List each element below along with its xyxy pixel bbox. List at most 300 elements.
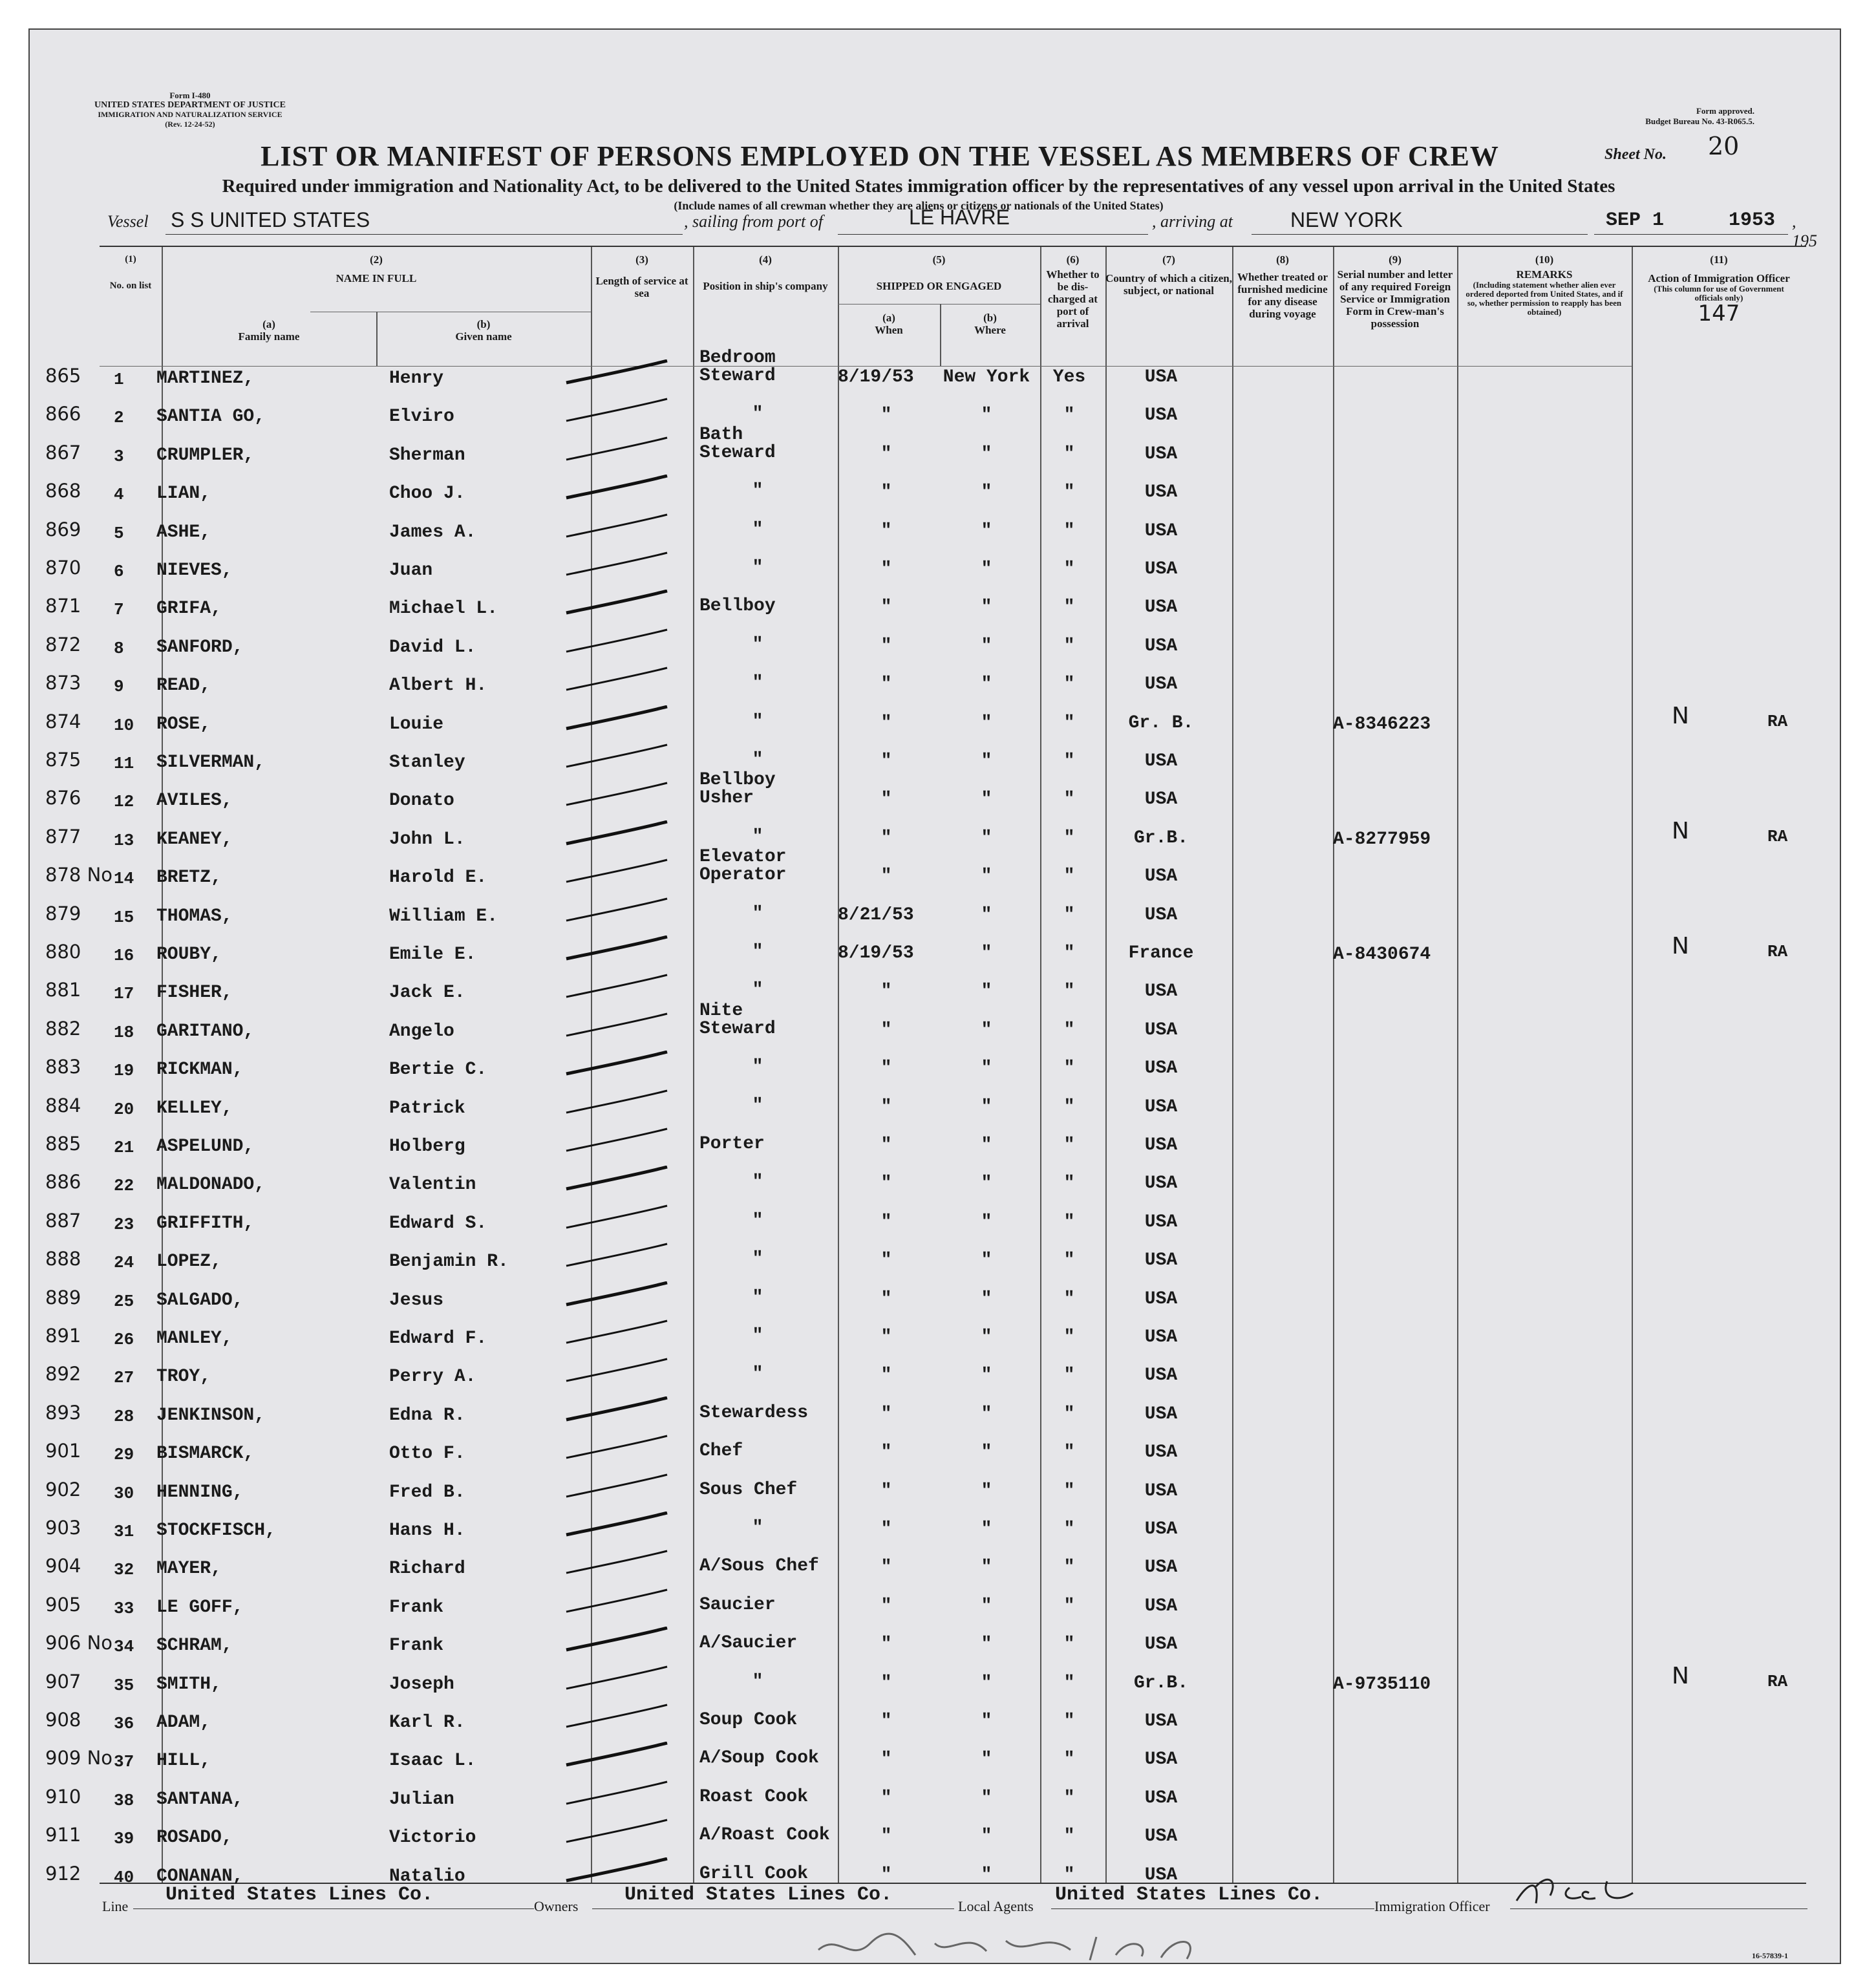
family-name: ASHE, [156,522,211,542]
shipped-when: " [880,1557,892,1578]
citizenship: Gr. B. [1128,712,1194,733]
citizenship: USA [1144,1250,1178,1271]
row-reference: 883 [45,1056,81,1078]
row-reference: 882 [45,1017,81,1040]
check-mark [559,513,668,539]
check-mark [559,1857,668,1883]
position-line-2: " [752,1095,763,1116]
position-cell [699,387,848,423]
row-reference: 903 [45,1517,81,1539]
citizenship: USA [1144,1826,1178,1847]
given-name: Richard [389,1559,465,1579]
shipped-where: " [981,1096,992,1117]
position-cell [699,1079,848,1115]
discharge-flag: " [1063,712,1075,733]
shipped-when: " [880,712,892,733]
given-name: Julian [389,1789,454,1810]
given-name: Edna R. [389,1405,465,1426]
family-name: STOCKFISCH, [156,1521,276,1541]
given-name: James A. [389,522,476,542]
position-line-1 [699,1155,848,1173]
table-row [30,1633,1840,1671]
row-number: 36 [114,1714,134,1733]
discharge-flag: " [1063,981,1075,1002]
position-line-1: Bath [699,424,743,445]
citizenship: USA [1144,1519,1178,1539]
check-mark [559,743,668,769]
position-line-1 [699,541,848,559]
row-number: 27 [114,1368,134,1388]
citizenship: USA [1144,559,1178,579]
given-name: David L. [389,637,476,657]
position-line-2: " [752,750,763,770]
row-reference: 879 [45,902,81,925]
table-row [30,1480,1840,1518]
position-cell [699,349,848,385]
position-line-2: A/Sous Chef [699,1556,819,1577]
citizenship: USA [1144,482,1178,503]
shipped-when: " [880,405,892,426]
row-reference: 865 [45,365,81,387]
position-line-2: " [752,634,763,655]
row-reference: 908 [45,1709,81,1731]
position-line-1 [699,1386,848,1404]
citizenship: USA [1144,1480,1178,1501]
table-row [30,702,1840,750]
row-reference: 906 No [45,1632,113,1654]
check-mark [559,1204,668,1230]
check-mark [559,974,668,999]
row-number: 35 [114,1675,134,1695]
position-cell [699,464,848,500]
citizenship: USA [1144,405,1178,426]
sheet-value: 20 [1708,132,1740,160]
row-reference: 873 [45,672,81,694]
shipped-where: " [981,559,992,579]
citizenship: USA [1144,1634,1178,1655]
officer-action: N [1672,702,1689,729]
table-row [30,424,1840,481]
position-cell [699,771,848,807]
family-name: ROUBY, [156,945,222,965]
given-name: Juan [389,561,433,581]
shipped-where: " [981,1634,992,1655]
family-name: SCHRAM, [156,1636,233,1656]
owners-label: Owners [534,1898,579,1914]
position-line-2: Steward [699,366,776,386]
position-cell [699,1040,848,1076]
sailing-label: , sailing from port of [684,212,824,231]
check-mark [559,1742,668,1768]
family-name: LE GOFF, [156,1597,244,1618]
line-value: United States Lines Co. [165,1884,434,1906]
discharge-flag: " [1063,866,1075,887]
shipped-where: " [981,1788,992,1808]
given-name: Emile E. [389,945,476,965]
vessel-name: S S UNITED STATES [171,208,370,231]
position-line-1 [699,1424,848,1442]
shipped-where: " [981,1173,992,1194]
shipped-where: " [981,1404,992,1424]
shipped-where: " [981,597,992,618]
discharge-flag: " [1063,444,1075,464]
citizenship: USA [1144,1173,1178,1194]
given-name: Victorio [389,1828,476,1848]
position-line-1 [699,1117,848,1135]
col-5a-header: (a) When [875,312,903,336]
position-cell [699,1117,848,1153]
service: IMMIGRATION AND NATURALIZATION SERVICE [98,110,282,119]
shipped-when: " [880,444,892,464]
position-line-2: Steward [699,442,776,463]
officer-signature [1510,1874,1723,1919]
discharge-flag: " [1063,1404,1075,1424]
position-line-1 [699,387,848,405]
voyage-line [107,206,1817,250]
citizenship: USA [1144,1327,1178,1347]
position-line-2: Bellboy [699,596,776,617]
position-line-2: Steward [699,1018,776,1039]
shipped-when: " [880,674,892,695]
shipped-when: " [880,597,892,618]
form-code: 16-57839-1 [1752,1951,1788,1960]
check-mark [559,935,668,961]
row-number: 26 [114,1330,134,1349]
position-cell [699,1386,848,1422]
shipped-where: " [981,981,992,1002]
col-8-header: (8) Whether treated or furnished medicine for any disease during voyage [1237,253,1328,320]
given-name: Jack E. [389,983,465,1003]
row-number: 16 [114,946,134,965]
position-cell [699,1731,848,1767]
position-line-2: Grill Cook [699,1863,809,1884]
position-cell [699,503,848,539]
given-name: Elviro [389,407,454,427]
family-name: SANTIA GO, [156,407,266,427]
family-name: HILL, [156,1751,211,1771]
family-name: MAYER, [156,1559,222,1579]
col-10-header: (10) REMARKS (Including statement whether alien ever ordered deported from United States, and if so, whether permission to reapply has been obtained) [1465,253,1623,317]
shipped-where: " [981,1442,992,1463]
discharge-flag: " [1063,1250,1075,1271]
shipped-where: " [981,943,992,963]
table-row [30,1556,1840,1594]
table-row [30,1326,1840,1364]
row-number: 40 [114,1867,134,1887]
shipped-where: " [981,482,992,503]
col-1-header: (1) No. on list [109,254,152,291]
position-line-1: Bellboy [699,770,776,791]
shipped-when: " [880,866,892,887]
shipped-where: " [981,1365,992,1386]
position-line-2: Porter [699,1134,765,1154]
citizenship: USA [1144,904,1178,925]
shipped-when: " [880,1096,892,1117]
shipped-when: " [880,1212,892,1232]
discharge-flag: " [1063,789,1075,810]
check-mark [559,1012,668,1038]
family-name: GARITANO, [156,1021,255,1042]
family-name: MARTINEZ, [156,369,255,389]
row-reference: 868 [45,480,81,502]
citizenship: USA [1144,1442,1178,1463]
position-line-2: Operator [699,865,787,886]
discharge-flag: " [1063,1096,1075,1117]
position-cell [699,963,848,999]
position-cell [699,1155,848,1191]
given-name: Natalio [389,1866,465,1886]
row-reference: 905 [45,1593,81,1616]
table-row [30,1595,1840,1633]
position-line-1: Bedroom [699,348,776,368]
agents-label: Local Agents [958,1898,1034,1914]
position-line-2: " [752,1326,763,1346]
row-number: 2 [114,408,124,428]
subtitle: Required under immigration and Nationality Act, to be delivered to the United States immigration officer by the representatives of any vessel upon arrival in the United States [222,176,1615,197]
position-line-1 [699,1847,848,1865]
discharge-flag: " [1063,1480,1075,1501]
position-cell [699,579,848,615]
position-cell [699,1463,848,1499]
given-name: Karl R. [389,1713,465,1733]
family-name: ADAM, [156,1713,211,1733]
row-reference: 878 No [45,864,113,886]
family-name: LOPEZ, [156,1252,222,1272]
shipped-where: " [981,1557,992,1578]
col-11-header: (11) Action of Immigration Officer (This column for use of Government officials only) 147 [1632,253,1806,320]
row-reference: 872 [45,633,81,656]
row-number: 11 [114,754,134,773]
given-name: Harold E. [389,868,487,888]
given-name: Frank [389,1636,444,1656]
row-reference: 889 [45,1286,81,1309]
row-reference: 886 [45,1171,81,1193]
row-reference: 884 [45,1094,81,1117]
position-line-2: " [752,1287,763,1308]
shipped-where: " [981,751,992,771]
check-mark [559,398,668,423]
row-number: 9 [114,677,124,697]
arrival-port: NEW YORK [1290,208,1403,231]
position-line-1 [699,925,848,943]
col-5-header: (5) SHIPPED OR ENGAGED [876,253,1002,292]
citizenship: USA [1144,1711,1178,1731]
position-line-2: " [752,942,763,962]
family-name: MANLEY, [156,1329,233,1349]
sheet-number [1604,132,1740,164]
family-name: AVILES, [156,791,233,811]
row-number: 14 [114,869,134,889]
check-mark [559,1320,668,1345]
shipped-where: " [981,904,992,925]
check-mark [559,628,668,654]
discharge-flag: " [1063,1788,1075,1808]
position-cell [699,656,848,692]
shipped-when: " [880,1673,892,1693]
check-mark [559,1089,668,1115]
row-reference: 876 [45,787,81,809]
agents-value: United States Lines Co. [1055,1884,1323,1906]
shipped-when: " [880,1365,892,1386]
row-number: 4 [114,485,124,505]
shipped-when: " [880,559,892,579]
col-6-header: (6) Whether to be dis-charged at port of arrival [1046,253,1100,330]
table-row [30,403,1840,445]
position-cell [699,1847,848,1883]
table-row [30,1211,1840,1249]
ra-mark: RA [1767,1671,1788,1691]
given-name: Edward S. [389,1213,487,1234]
position-line-1 [699,1271,848,1289]
discharge-flag: " [1063,1135,1075,1155]
citizenship: USA [1144,444,1178,464]
row-reference: 870 [45,557,81,579]
table-row [30,481,1840,519]
given-name: Hans H. [389,1521,465,1541]
row-number: 15 [114,907,134,927]
family-name: SILVERMAN, [156,753,266,773]
position-line-2: Saucier [699,1594,776,1615]
shipped-where: " [981,1135,992,1155]
table-row [30,558,1840,596]
position-cell [699,1424,848,1460]
row-reference: 869 [45,518,81,540]
row-number: 33 [114,1598,134,1618]
shipped-when: " [880,1058,892,1079]
shipped-when: " [880,1173,892,1194]
arrival-date: SEP 1 [1606,209,1665,231]
given-name: Fred B. [389,1482,465,1502]
table-row [30,1000,1840,1057]
form-serial: A-8277959 [1333,829,1431,850]
check-mark [559,1588,668,1614]
shipped-when: " [880,1826,892,1847]
position-line-1: Nite [699,1000,743,1021]
discharge-flag: " [1063,751,1075,771]
discharge-flag: " [1063,1826,1075,1847]
citizenship: USA [1144,520,1178,541]
row-number: 23 [114,1214,134,1234]
shipped-where: " [981,1711,992,1731]
table-row [30,1134,1840,1172]
position-cell [699,1616,848,1652]
shipped-where: " [981,1288,992,1309]
form-serial: A-8430674 [1333,945,1431,965]
citizenship: USA [1144,1365,1178,1386]
row-reference: 902 [45,1478,81,1501]
check-mark [559,359,668,385]
discharge-flag: " [1063,1749,1075,1770]
position-line-2: A/Soup Cook [699,1748,819,1769]
check-mark [559,859,668,884]
position-line-2: " [752,1249,763,1270]
shipped-when: " [880,1634,892,1655]
position-line-1 [699,1808,848,1826]
shipped-where: " [981,828,992,848]
row-reference: 904 [45,1555,81,1577]
position-line-1 [699,1040,848,1058]
owners-value: United States Lines Co. [624,1884,893,1906]
table-row [30,1710,1840,1748]
position-line-2: " [752,404,763,425]
position-line-2: " [752,1210,763,1231]
form-identifier [94,91,286,129]
family-name: NIEVES, [156,561,233,581]
check-mark [559,1819,668,1844]
family-name: THOMAS, [156,906,233,926]
family-name: GRIFFITH, [156,1213,255,1234]
shipped-when: " [880,520,892,541]
sheet-label: Sheet No. [1604,146,1667,163]
citizenship: USA [1144,1020,1178,1040]
shipped-where: " [981,1673,992,1693]
shipped-where: " [981,636,992,656]
form-serial: A-9735110 [1333,1674,1431,1694]
family-name: SMITH, [156,1674,222,1694]
col-2b-header: (b) Given name [455,318,512,343]
shipped-when: " [880,981,892,1002]
row-reference: 871 [45,595,81,617]
discharge-flag: " [1063,1327,1075,1347]
position-line-1 [699,1616,848,1634]
position-line-1 [699,810,848,828]
position-line-2: " [752,1671,763,1692]
citizenship: USA [1144,674,1178,695]
position-cell [699,426,848,462]
given-name: Patrick [389,1098,465,1118]
given-name: Stanley [389,753,465,773]
position-line-1 [699,1539,848,1557]
discharge-flag: " [1063,1711,1075,1731]
shipped-where: " [981,444,992,464]
position-line-2: " [752,1172,763,1193]
position-cell [699,1271,848,1307]
citizenship: USA [1144,367,1178,387]
position-cell [699,810,848,846]
check-mark [559,1243,668,1268]
check-mark [559,436,668,462]
shipped-when: 8/21/53 [838,904,914,925]
shipped-where: " [981,1212,992,1232]
check-mark [559,1704,668,1729]
row-number: 39 [114,1829,134,1849]
check-mark [559,1128,668,1153]
discharge-flag: Yes [1052,367,1086,387]
position-cell [699,1808,848,1844]
arriving-label: , arriving at [1152,212,1233,231]
position-line-2: A/Roast Cook [699,1825,830,1846]
row-number: 5 [114,523,124,543]
family-name: CRUMPLER, [156,445,255,465]
position-line-2: " [752,558,763,578]
given-name: Michael L. [389,599,498,619]
row-reference: 867 [45,441,81,464]
shipped-when: " [880,1749,892,1770]
ra-mark: RA [1767,942,1788,961]
shipped-where: " [981,1749,992,1770]
given-name: Sherman [389,445,465,465]
check-mark [559,705,668,731]
row-reference: 893 [45,1401,81,1424]
shipped-when: " [880,1404,892,1424]
shipped-when: " [880,1519,892,1539]
crew-count: 147 [1698,301,1740,326]
position-line-1 [699,1232,848,1250]
check-mark [559,1435,668,1460]
subtitle-note: (Include names of all crewman whether they are aliens or citizens or nationals of the United States) [674,199,1164,212]
check-mark [559,1627,668,1652]
check-mark [559,1396,668,1422]
